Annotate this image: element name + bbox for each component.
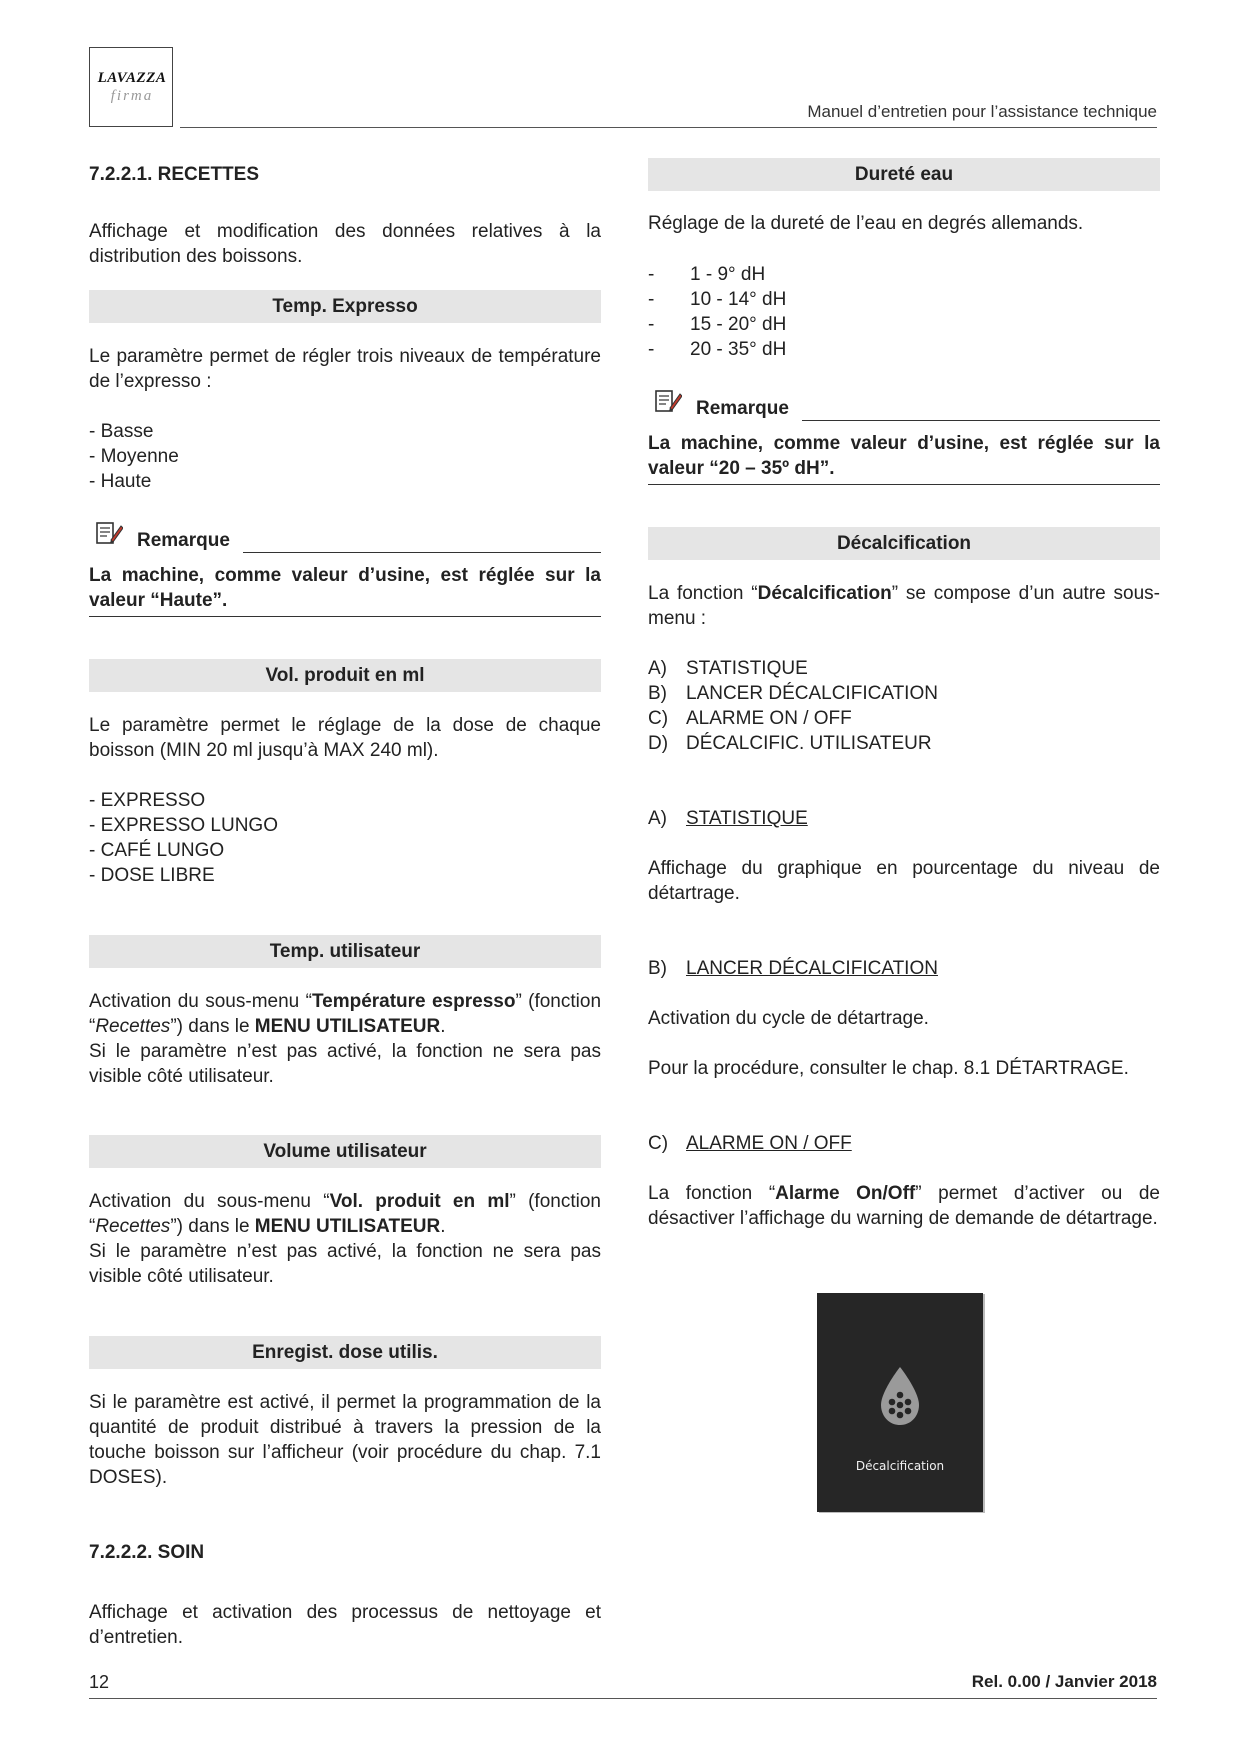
list-item: - EXPRESSO LUNGO <box>89 815 278 836</box>
list-item-label: 15 - 20° dH <box>690 314 787 335</box>
list-item: - Haute <box>89 471 152 492</box>
submenu-item-statistique <box>648 656 1160 681</box>
text-run: . <box>440 1216 446 1237</box>
text-run: ” se compose d’un autre sous-menu : <box>648 583 1160 629</box>
heading-temp-expresso: Temp. Expresso <box>89 290 601 323</box>
decalcification-submenu <box>648 656 1160 756</box>
submenu-item-utilisateur <box>648 731 1160 756</box>
vol-produit-text: Le paramètre permet le réglage de la dose de chaque boisson (MIN 20 ml jusqu’à MAX 240 ml). <box>89 715 601 761</box>
page-number: 12 <box>89 1672 110 1692</box>
submenu-item-alarme <box>648 706 1160 731</box>
list-dash: - <box>648 314 655 335</box>
heading-durete-eau: Dureté eau <box>648 158 1160 191</box>
durete-eau-text: Réglage de la dureté de l’eau en degrés allemands. <box>648 213 1084 234</box>
heading-volume-utilisateur: Volume utilisateur <box>89 1135 601 1168</box>
list-dash: - <box>648 264 655 285</box>
logo-sub-text: firma <box>110 88 154 104</box>
heading-temp-utilisateur: Temp. utilisateur <box>89 935 601 968</box>
footer-divider <box>89 1698 1157 1699</box>
text-run-bold: Vol. produit en ml <box>329 1191 510 1212</box>
list-item: - Moyenne <box>89 446 179 467</box>
remark-rule <box>243 552 601 553</box>
lancer-text-1: Activation du cycle de détartrage. <box>648 1008 929 1029</box>
item-key: B) <box>648 683 667 704</box>
temp-utilisateur-text <box>89 989 601 1089</box>
soin-intro: Affichage et activation des processus de nettoyage et d’entretien. <box>89 1602 601 1648</box>
item-key: A) <box>648 658 667 679</box>
text-run: La fonction “ <box>648 1183 776 1204</box>
submenu-item-lancer <box>648 681 1160 706</box>
text-run: Si le paramètre n’est pas activé, la fonction ne sera pas visible côté utilisateur. <box>89 1241 601 1287</box>
list-item: - CAFÉ LUNGO <box>89 840 225 861</box>
list-item: - EXPRESSO <box>89 790 206 811</box>
text-run: . <box>440 1016 446 1037</box>
header-title: Manuel d’entretien pour l’assistance technique <box>807 102 1157 121</box>
text-run: ” (fonction “ <box>89 991 602 1037</box>
item-key: C) <box>648 708 669 729</box>
text-run: ”) dans le <box>170 1016 255 1037</box>
list-item: - DOSE LIBRE <box>89 865 215 886</box>
decalcification-screen <box>817 1293 983 1512</box>
item-key: C) <box>648 1133 669 1154</box>
sub-heading-lancer <box>648 956 1160 981</box>
text-run: Activation du sous-menu “ <box>89 1191 330 1212</box>
decalcification-text <box>648 581 1160 631</box>
list-item-label: 1 - 9° dH <box>690 264 766 285</box>
remark-text: La machine, comme valeur d’usine, est réglée sur la valeur “Haute”. <box>89 563 601 617</box>
item-label: ALARME ON / OFF <box>686 1133 852 1154</box>
heading-enregist-dose: Enregist. dose utilis. <box>89 1336 601 1369</box>
remark-text: La machine, comme valeur d’usine, est réglée sur la valeur “20 – 35º dH”. <box>648 431 1160 485</box>
text-run-italic: Recettes <box>95 1216 171 1237</box>
text-run-bold: Température espresso <box>311 991 516 1012</box>
text-run: Si le paramètre n’est pas activé, la fonction ne sera pas visible côté utilisateur. <box>89 1041 601 1087</box>
list-item-label: 10 - 14° dH <box>690 289 787 310</box>
release-info: Rel. 0.00 / Janvier 2018 <box>971 1672 1157 1691</box>
lavazza-logo <box>89 47 173 127</box>
heading-vol-produit: Vol. produit en ml <box>89 659 601 692</box>
section-title-recettes: 7.2.2.1. RECETTES <box>89 164 260 185</box>
alarme-text <box>648 1181 1160 1231</box>
list-item <box>648 337 1160 362</box>
text-run: La fonction “ <box>648 583 758 604</box>
enregist-dose-text: Si le paramètre est activé, il permet la programmation de la quantité de produit distribué à travers la pression de la touche boisson sur l’afficheur (voir procédure du chap. 7.1 DOSES). <box>89 1392 601 1488</box>
logo-main-text: LAVAZZA <box>97 70 167 86</box>
durete-eau-list <box>648 262 1160 362</box>
note-pencil-icon <box>91 520 123 548</box>
item-key: D) <box>648 733 669 754</box>
remark-label: Remarque <box>696 398 789 419</box>
item-label: DÉCALCIFIC. UTILISATEUR <box>686 733 932 754</box>
sub-heading-statistique <box>648 806 1160 831</box>
water-drop-icon <box>877 1365 923 1427</box>
item-label: STATISTIQUE <box>686 658 808 679</box>
list-item <box>648 312 1160 337</box>
list-item <box>648 262 1160 287</box>
remark-header <box>89 520 601 560</box>
note-pencil-icon <box>650 388 682 416</box>
screen-caption: Décalcification <box>855 1459 945 1473</box>
text-run-bold: Alarme On/Off <box>775 1183 916 1204</box>
text-run: ” (fonction “ <box>89 1191 601 1237</box>
text-run-bold: MENU UTILISATEUR <box>254 1016 441 1037</box>
text-run: ” permet d’activer ou de désactiver l’affichage du warning de demande de détartrage. <box>648 1183 1160 1229</box>
volume-utilisateur-text <box>89 1189 601 1289</box>
list-item: - Basse <box>89 421 154 442</box>
item-label: LANCER DÉCALCIFICATION <box>686 683 938 704</box>
sub-heading-alarme <box>648 1131 1160 1156</box>
text-run-italic: Recettes <box>95 1016 171 1037</box>
vol-produit-list <box>89 788 601 888</box>
temp-expresso-list <box>89 419 601 494</box>
heading-decalcification: Décalcification <box>648 527 1160 560</box>
temp-expresso-text: Le paramètre permet de régler trois niveaux de température de l’expresso : <box>89 346 601 392</box>
text-run-bold: Décalcification <box>757 583 892 604</box>
item-key: B) <box>648 958 667 979</box>
item-label: STATISTIQUE <box>686 808 808 829</box>
item-label: ALARME ON / OFF <box>686 708 852 729</box>
section-title-soin: 7.2.2.2. SOIN <box>89 1542 205 1563</box>
item-label: LANCER DÉCALCIFICATION <box>686 958 938 979</box>
recettes-intro: Affichage et modification des données relatives à la distribution des boissons. <box>89 221 601 267</box>
list-item-label: 20 - 35° dH <box>690 339 787 360</box>
remark-rule <box>802 420 1160 421</box>
remark-header <box>648 388 1160 428</box>
list-dash: - <box>648 289 655 310</box>
list-dash: - <box>648 339 655 360</box>
header-divider <box>180 127 1157 128</box>
item-key: A) <box>648 808 667 829</box>
text-run-bold: MENU UTILISATEUR <box>254 1216 441 1237</box>
remark-label: Remarque <box>137 530 230 551</box>
text-run: ”) dans le <box>170 1216 255 1237</box>
statistique-text: Affichage du graphique en pourcentage du niveau de détartrage. <box>648 858 1160 904</box>
lancer-text-2: Pour la procédure, consulter le chap. 8.1 DÉTARTRAGE. <box>648 1058 1129 1079</box>
text-run: Activation du sous-menu “ <box>89 991 312 1012</box>
list-item <box>648 287 1160 312</box>
